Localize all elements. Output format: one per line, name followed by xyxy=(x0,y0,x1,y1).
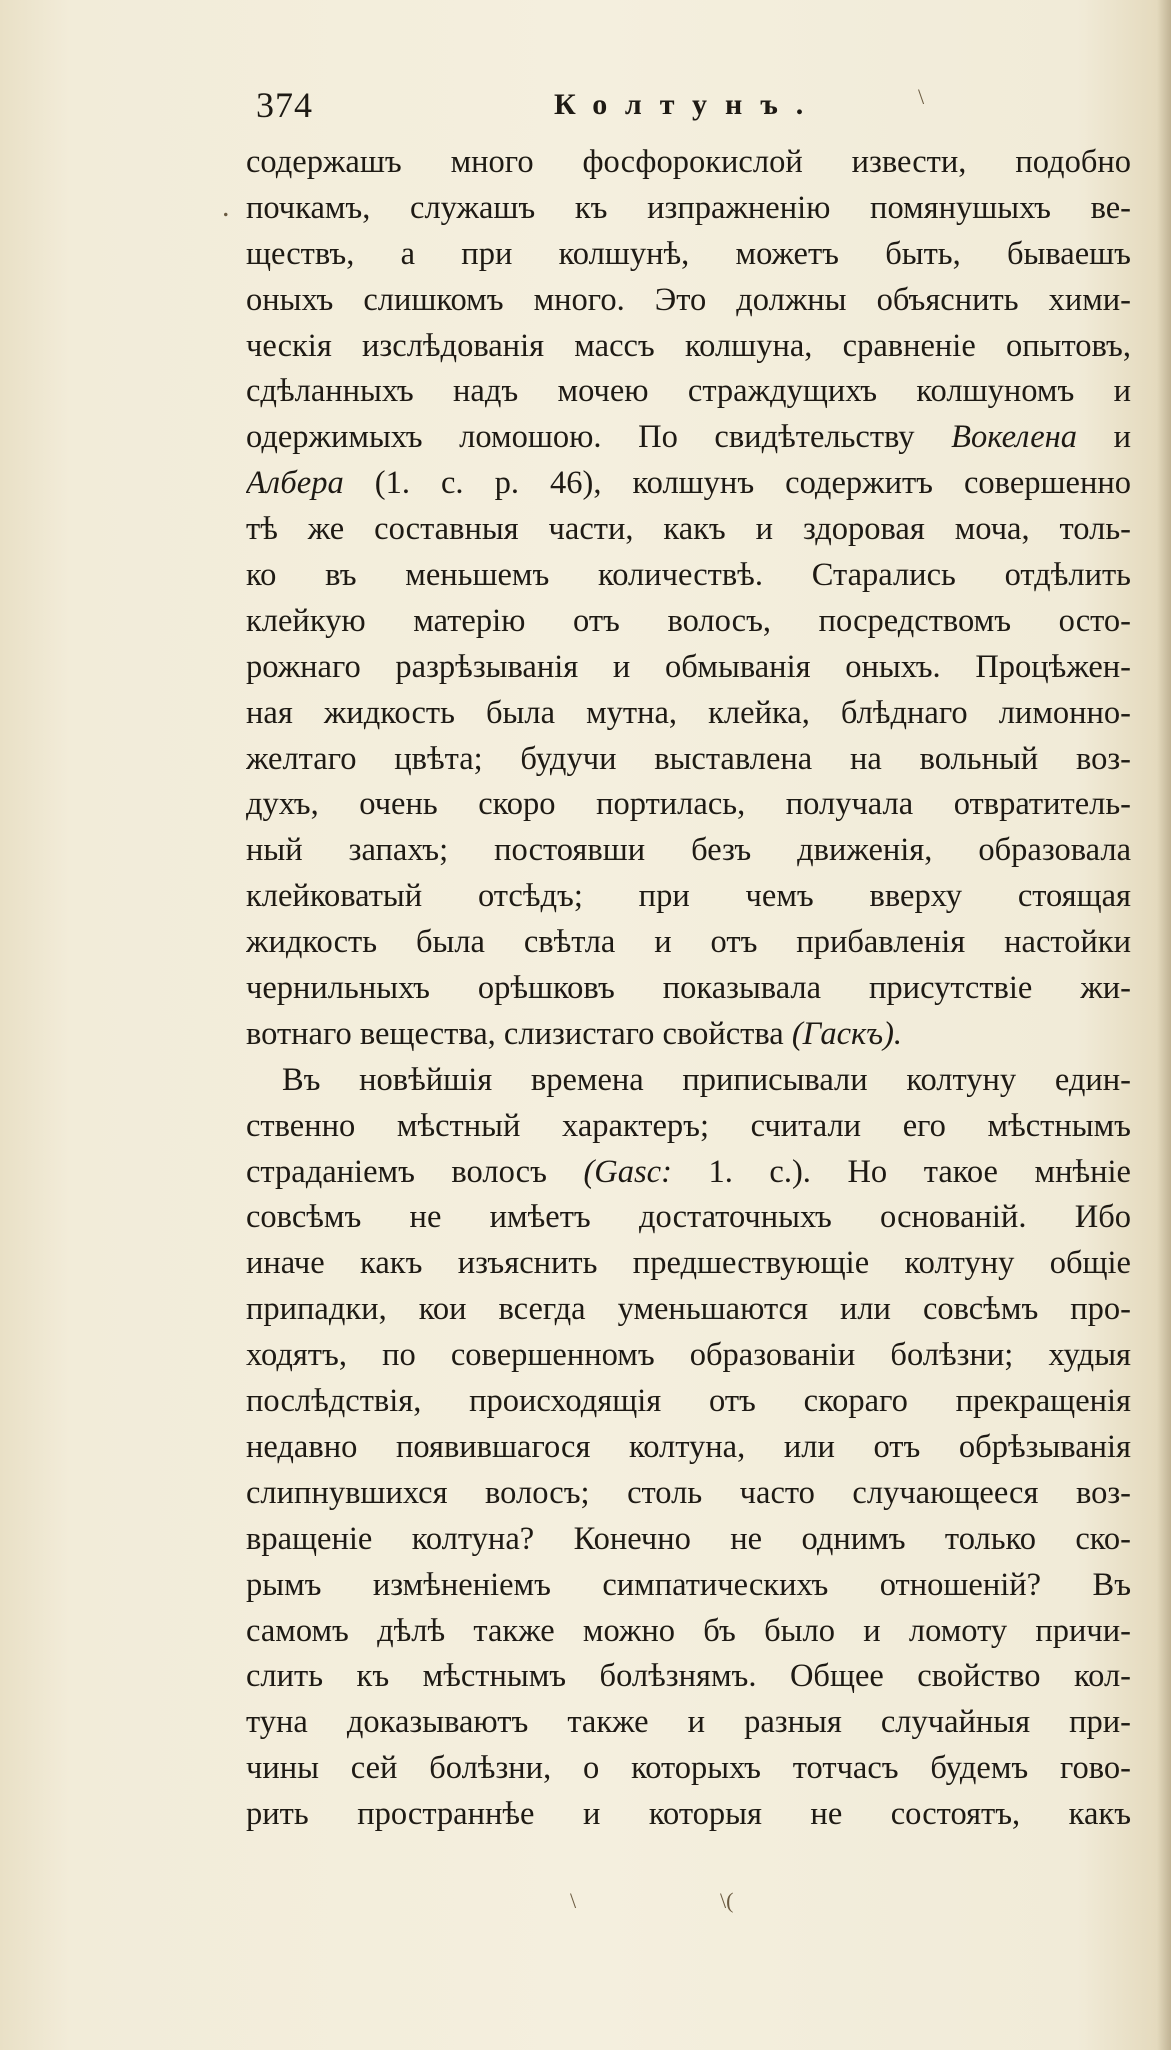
page-header xyxy=(256,84,1156,136)
text-line: тѣ же составныя части, какъ и здоровая моча, толь- xyxy=(246,511,1131,548)
text-line: клейкую матерію отъ волосъ, посредствомъ осто- xyxy=(246,602,1131,639)
text-line: рить пространнѣе и которыя не состоятъ, какъ xyxy=(246,1796,1131,1833)
text-line: жидкость была свѣтла и отъ прибавленія настойки xyxy=(246,924,1131,961)
text-span: страданіемъ волосъ xyxy=(246,1153,584,1190)
text-line: слить къ мѣстнымъ болѣзнямъ. Общее свойство кол- xyxy=(246,1658,1131,1695)
text-line: оныхъ слишкомъ много. Это должны объяснить хими- xyxy=(246,281,1131,318)
text-line: вращеніе колтуна? Конечно не однимъ только ско- xyxy=(246,1520,1131,1557)
text-line: содержашъ много фосфорокислой извести, подобно xyxy=(246,144,1131,180)
text-line: желтаго цвѣта; будучи выставлена на вольный воз- xyxy=(246,740,1131,777)
text-line-with-citation xyxy=(246,1012,1131,1058)
running-title: Колтунъ. xyxy=(554,88,822,121)
margin-mark-bottom: \ xyxy=(570,1888,577,1913)
author-alber: Албера xyxy=(246,465,344,502)
text-line-with-citation xyxy=(246,415,1131,461)
text-line-with-citation xyxy=(246,1150,1131,1196)
text-span: одержимыхъ ломошою. По свидѣтельству xyxy=(246,419,952,456)
text-line: ная жидкость была мутна, клейка, блѣднаго лимонно- xyxy=(246,694,1131,731)
text-line: послѣдствія, происходящія отъ скораго прекращенія xyxy=(246,1383,1131,1420)
page-number: 374 xyxy=(256,85,313,125)
text-line: слипнувшихся волосъ; столь часто случающееся воз- xyxy=(246,1474,1131,1511)
text-line: чины сей болѣзни, о которыхъ тотчасъ будемъ гово- xyxy=(246,1750,1131,1787)
text-span: вотнаго вещества, слизистаго свойства xyxy=(246,1015,792,1052)
text-line: рымъ измѣненіемъ симпатическихъ отношеній? Въ xyxy=(246,1566,1131,1603)
text-line: ный запахъ; постоявши безъ движенія, образовала xyxy=(246,832,1131,869)
text-line: клейковатый отсѣдъ; при чемъ вверху стоящая xyxy=(246,878,1131,915)
text-line: ществъ, а при колшунѣ, можетъ быть, бываешъ xyxy=(246,235,1131,272)
text-line: рожнаго разрѣзыванія и обмыванія оныхъ. Процѣжен- xyxy=(246,648,1131,685)
text-line: ческія изслѣдованія массъ колшуна, сравненіе опытовъ, xyxy=(246,327,1131,364)
text-line: духъ, очень скоро портилась, получала отвратитель- xyxy=(246,786,1131,823)
text-line: иначе какъ изъяснить предшествующіе колтуну общіе xyxy=(246,1245,1131,1282)
text-line: чернильныхъ орѣшковъ показывала присутствіе жи- xyxy=(246,970,1131,1007)
text-line: туна доказываютъ также и разныя случайныя при- xyxy=(246,1704,1131,1741)
margin-mark-bottom-2: \( xyxy=(720,1888,734,1913)
text-span: и xyxy=(1113,419,1131,456)
text-line: припадки, кои всегда уменьшаются или совсѣмъ про- xyxy=(246,1291,1131,1328)
text-line: почкамъ, служашъ къ изпражненію помянушыхъ ве- xyxy=(246,189,1131,226)
body-text xyxy=(246,140,1131,1838)
text-line: самомъ дѣлѣ также можно бъ было и ломоту причи- xyxy=(246,1612,1131,1649)
text-span: 1. с.). Но такое мнѣніе xyxy=(708,1153,1131,1190)
text-line: ходятъ, по совершенномъ образованіи болѣзни; худыя xyxy=(246,1337,1131,1374)
author-gasc: (Gasc: xyxy=(583,1153,672,1190)
text-line: ственно мѣстный характеръ; считали его мѣстнымъ xyxy=(246,1107,1131,1144)
margin-mark-dot: . xyxy=(222,190,230,223)
text-line: недавно появившагося колтуна, или отъ обрѣзыванія xyxy=(246,1428,1131,1465)
margin-mark-top: \ xyxy=(918,84,925,109)
author-gask: (Гаскъ). xyxy=(791,1015,903,1052)
text-line: ко въ меньшемъ количествѣ. Старались отдѣлить xyxy=(246,557,1131,594)
text-line-with-citation: Албера (1. с. р. 46), колшунъ содержитъ совершенно xyxy=(246,465,1131,502)
text-line: Въ новѣйшія времена приписывали колтуну един- xyxy=(282,1061,1131,1098)
author-vauquelin: Вокелена xyxy=(951,419,1077,456)
text-span: 1. с. р. 46), колшунъ содержитъ совершенно xyxy=(385,465,1131,502)
text-line: совсѣмъ не имѣетъ достаточныхъ основаній. Ибо xyxy=(246,1199,1131,1236)
text-line: сдѣланныхъ надъ мочею страждущихъ колшуномъ и xyxy=(246,373,1131,410)
page-edge-shadow xyxy=(1157,0,1171,2050)
